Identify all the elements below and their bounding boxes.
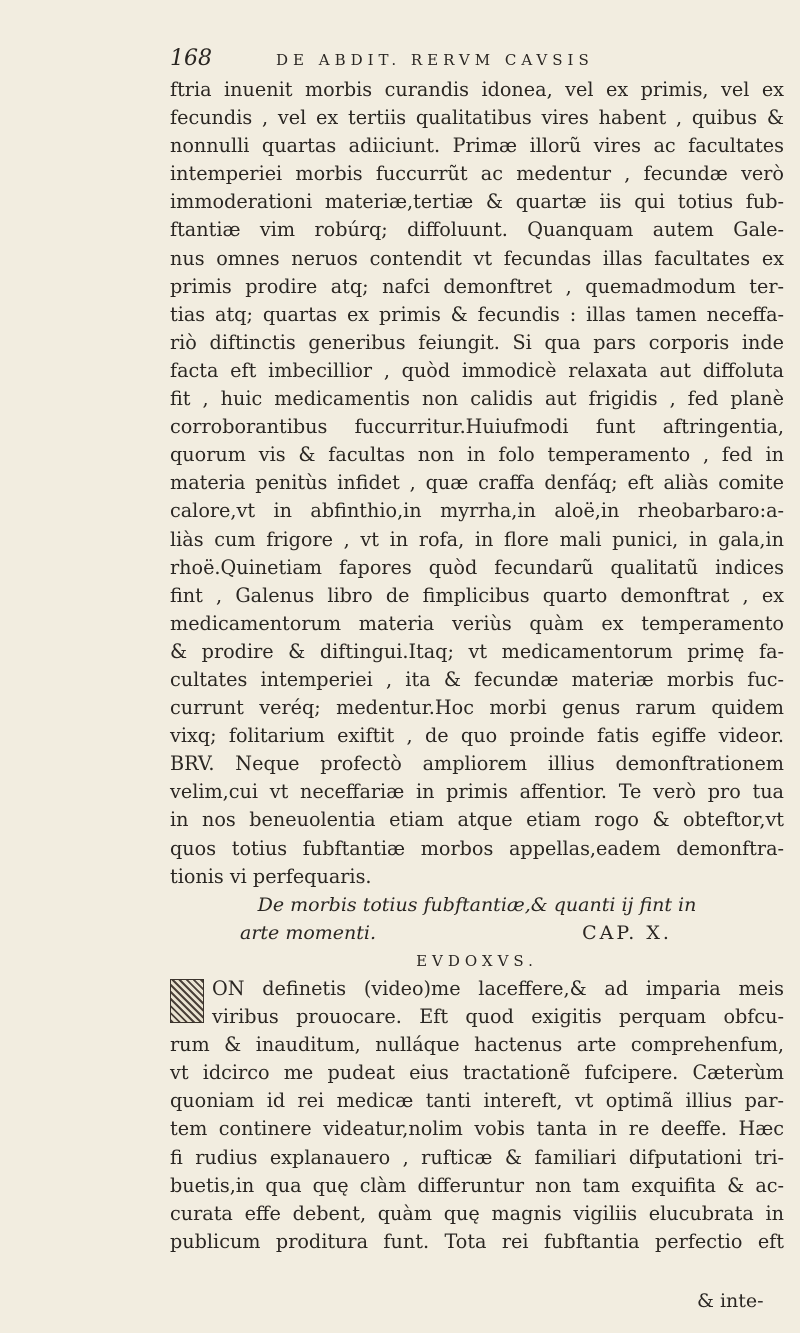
text-line: riò diftinctis generibus feiungit. Si qua pars corporis inde [170, 330, 784, 354]
text-line: liàs cum frigore , vt in rofa, in flore mali punici, in gala,in [170, 527, 784, 551]
text-line: viribus prouocare. Eft quod exigitis perquam obfcu- [212, 1005, 784, 1029]
main-text [170, 76, 784, 1256]
chapter-opening [170, 975, 784, 1031]
text-line: & prodire & diftingui.Itaq; vt medicamentorum primę fa- [170, 639, 784, 663]
decorated-initial-icon [170, 979, 204, 1023]
text-line: fit , huic medicamentis non calidis aut frigidis , fed planè [170, 387, 784, 411]
text-line: materia penitùs infidet , quæ craffa denfáq; eft aliàs comite [170, 471, 784, 495]
text-line: publicum proditura funt. Tota rei fubftantia perfectio eft [170, 1229, 784, 1253]
text-line: ftria inuenit morbis curandis idonea, vel ex primis, vel ex [170, 78, 784, 101]
text-line: tem continere videatur,nolim vobis tanta in re deeffe. Hæc [170, 1117, 784, 1141]
text-line: intemperiei morbis fuccurrũt ac medentur , fecundæ verò [170, 162, 784, 186]
text-line: nonnulli quartas adiiciunt. Primæ illorũ vires ac facultates [170, 134, 784, 158]
running-head: DE ABDIT. RERVM CAVSIS [276, 51, 594, 69]
text-line: curata effe debent, quàm quę magnis vigiliis elucubrata in [170, 1201, 784, 1225]
text-line: quos totius fubftantiæ morbos appellas,eadem demonftra- [170, 836, 784, 860]
page-header [170, 46, 730, 78]
text-line: cultates intemperiei , ita & fecundæ materiæ morbis fuc- [170, 667, 784, 691]
text-line: nus omnes neruos contendit vt fecundas illas facultates ex [170, 246, 784, 270]
text-line: quoniam id rei medicæ tanti intereft, vt optimã illius par- [170, 1089, 784, 1113]
text-line: corroborantibus fuccurritur.Huiufmodi funt aftringentia, [170, 415, 784, 439]
chapter-title-line2: arte momenti. [240, 921, 377, 944]
text-line: vt idcirco me pudeat eius tractationẽ fufcipere. Cæterùm [170, 1061, 784, 1085]
text-line: facta eft imbecillior , quòd immodicè relaxata aut diffoluta [170, 358, 784, 382]
text-line: medicamentorum materia veriùs quàm ex temperamento [170, 611, 784, 635]
text-line: tias atq; quartas ex primis & fecundis : illas tamen neceffa- [170, 302, 784, 326]
text-line: velim,cui vt neceffariæ in primis affentior. Te verò pro tua [170, 780, 784, 804]
text-line: calore,vt in abfinthio,in myrrha,in aloë,in rheobarbaro:a- [170, 499, 784, 523]
text-line: primis prodire atq; nafci demonftret , quemadmodum ter- [170, 274, 784, 298]
text-line: currunt veréq; medentur.Hoc morbi genus rarum quidem [170, 696, 784, 720]
text-line: rhoë.Quinetiam fapores quòd fecundarũ qualitatũ indices [170, 555, 784, 579]
text-line: BRV. Neque profectò ampliorem illius demonftrationem [170, 752, 784, 776]
page-number: 168 [170, 46, 212, 71]
chapter-title: De morbis totius fubftantiæ,& quanti ij fint in [257, 893, 697, 916]
text-line: vixq; folitarium exiftit , de quo proinde fatis egiffe videor. [170, 724, 784, 748]
text-line: tionis vi perfequaris. [170, 864, 372, 888]
chapter-number: CAP. X. [582, 921, 672, 944]
speaker-name: EVDOXVS. [416, 951, 538, 970]
text-line: ftantiæ vim robúrq; diffoluunt. Quanquam autem Gale- [170, 218, 784, 242]
text-line: ON definetis (video)me laceffere,& ad imparia meis [212, 977, 784, 1000]
text-line: immoderationi materiæ,tertiæ & quartæ iis qui totius fub- [170, 190, 784, 214]
text-line: fint , Galenus libro de fimplicibus quarto demonftrat , ex [170, 583, 784, 607]
text-line: rum & inauditum, nulláque hactenus arte comprehenfum, [170, 1033, 784, 1057]
text-line: buetis,in qua quę clàm differuntur non tam exquifita & ac- [170, 1173, 784, 1197]
catchword: & inte- [697, 1290, 764, 1312]
text-line: quorum vis & facultas non in folo temperamento , fed in [170, 443, 784, 467]
text-line: in nos beneuolentia etiam atque etiam rogo & obteftor,vt [170, 808, 784, 832]
text-line: fi rudius explanauero , rufticæ & familiari difputationi tri- [170, 1145, 784, 1169]
chapter-title-continued [170, 919, 784, 947]
text-line: fecundis , vel ex tertiis qualitatibus vires habent , quibus & [170, 106, 784, 130]
